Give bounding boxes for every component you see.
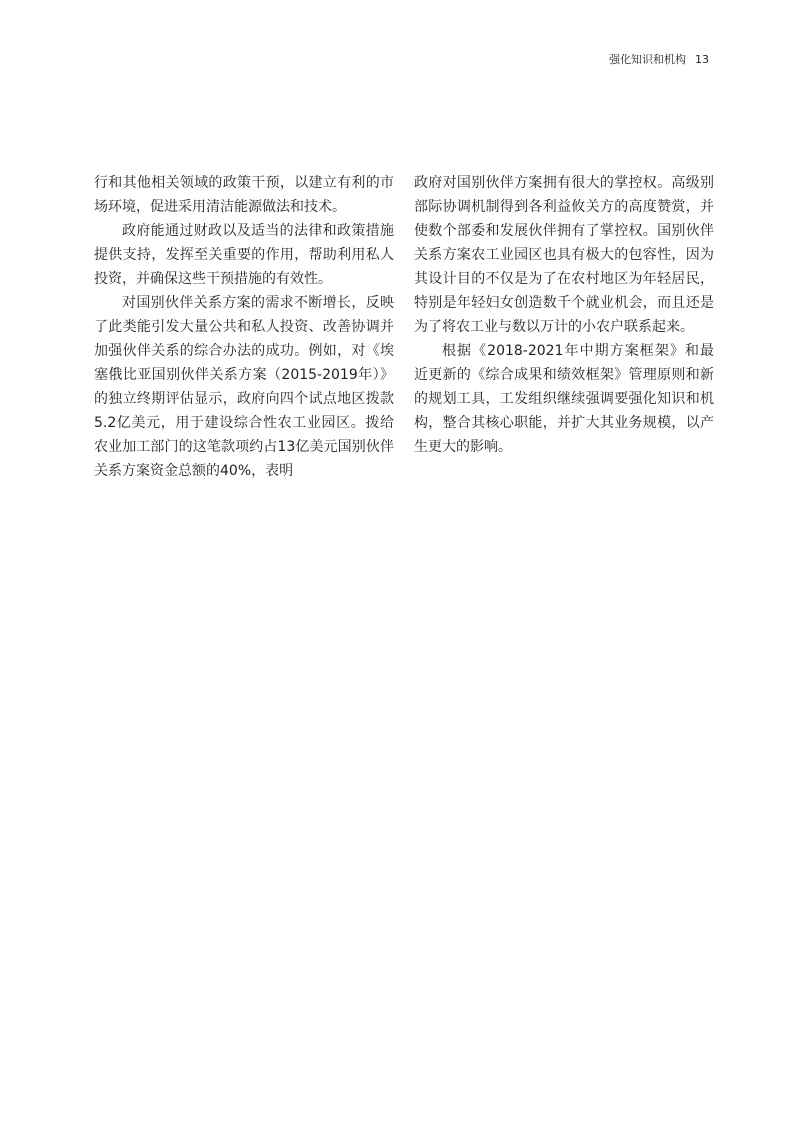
paragraph: 政府能通过财政以及适当的法律和政策措施提供支持，发挥至关重要的作用，帮助利用私人投资，并确保这些干预措施的有效性。: [94, 223, 394, 287]
right-column: [414, 171, 714, 459]
left-column: [94, 171, 394, 483]
running-header: [609, 53, 709, 67]
paragraph-continuation: 行和其他相关领域的政策干预，以建立有利的市场环境，促进采用清洁能源做法和技术。: [94, 175, 394, 215]
paragraph: 对国别伙伴关系方案的需求不断增长，反映了此类能引发大量公共和私人投资、改善协调并加强伙伴关系的综合办法的成功。例如，对《埃塞俄比亚国别伙伴关系方案（2015-2019年）》的独立终期评估显示，政府向四个试点地区拨款5.2亿美元，用于建设综合性农工业园区。拨给农业加工部门的这笔款项约占13亿美元国别伙伴关系方案资金总额的40%，表明: [94, 295, 394, 479]
paragraph: 根据《2018-2021年中期方案框架》和最近更新的《综合成果和绩效框架》管理原则和新的规划工具，工发组织继续强调要强化知识和机构，整合其核心职能，并扩大其业务规模，以产生更大的影响。: [414, 343, 714, 455]
page-number: 13: [695, 53, 709, 66]
section-title: 强化知识和机构: [609, 53, 686, 66]
paragraph-continuation: 政府对国别伙伴方案拥有很大的掌控权。高级别部际协调机制得到各利益攸关方的高度赞赏，并使数个部委和发展伙伴拥有了掌控权。国别伙伴关系方案农工业园区也具有极大的包容性，因为其设计目的不仅是为了在农村地区为年轻居民，特别是年轻妇女创造数千个就业机会，而且还是为了将农工业与数以万计的小农户联系起来。: [414, 175, 714, 335]
